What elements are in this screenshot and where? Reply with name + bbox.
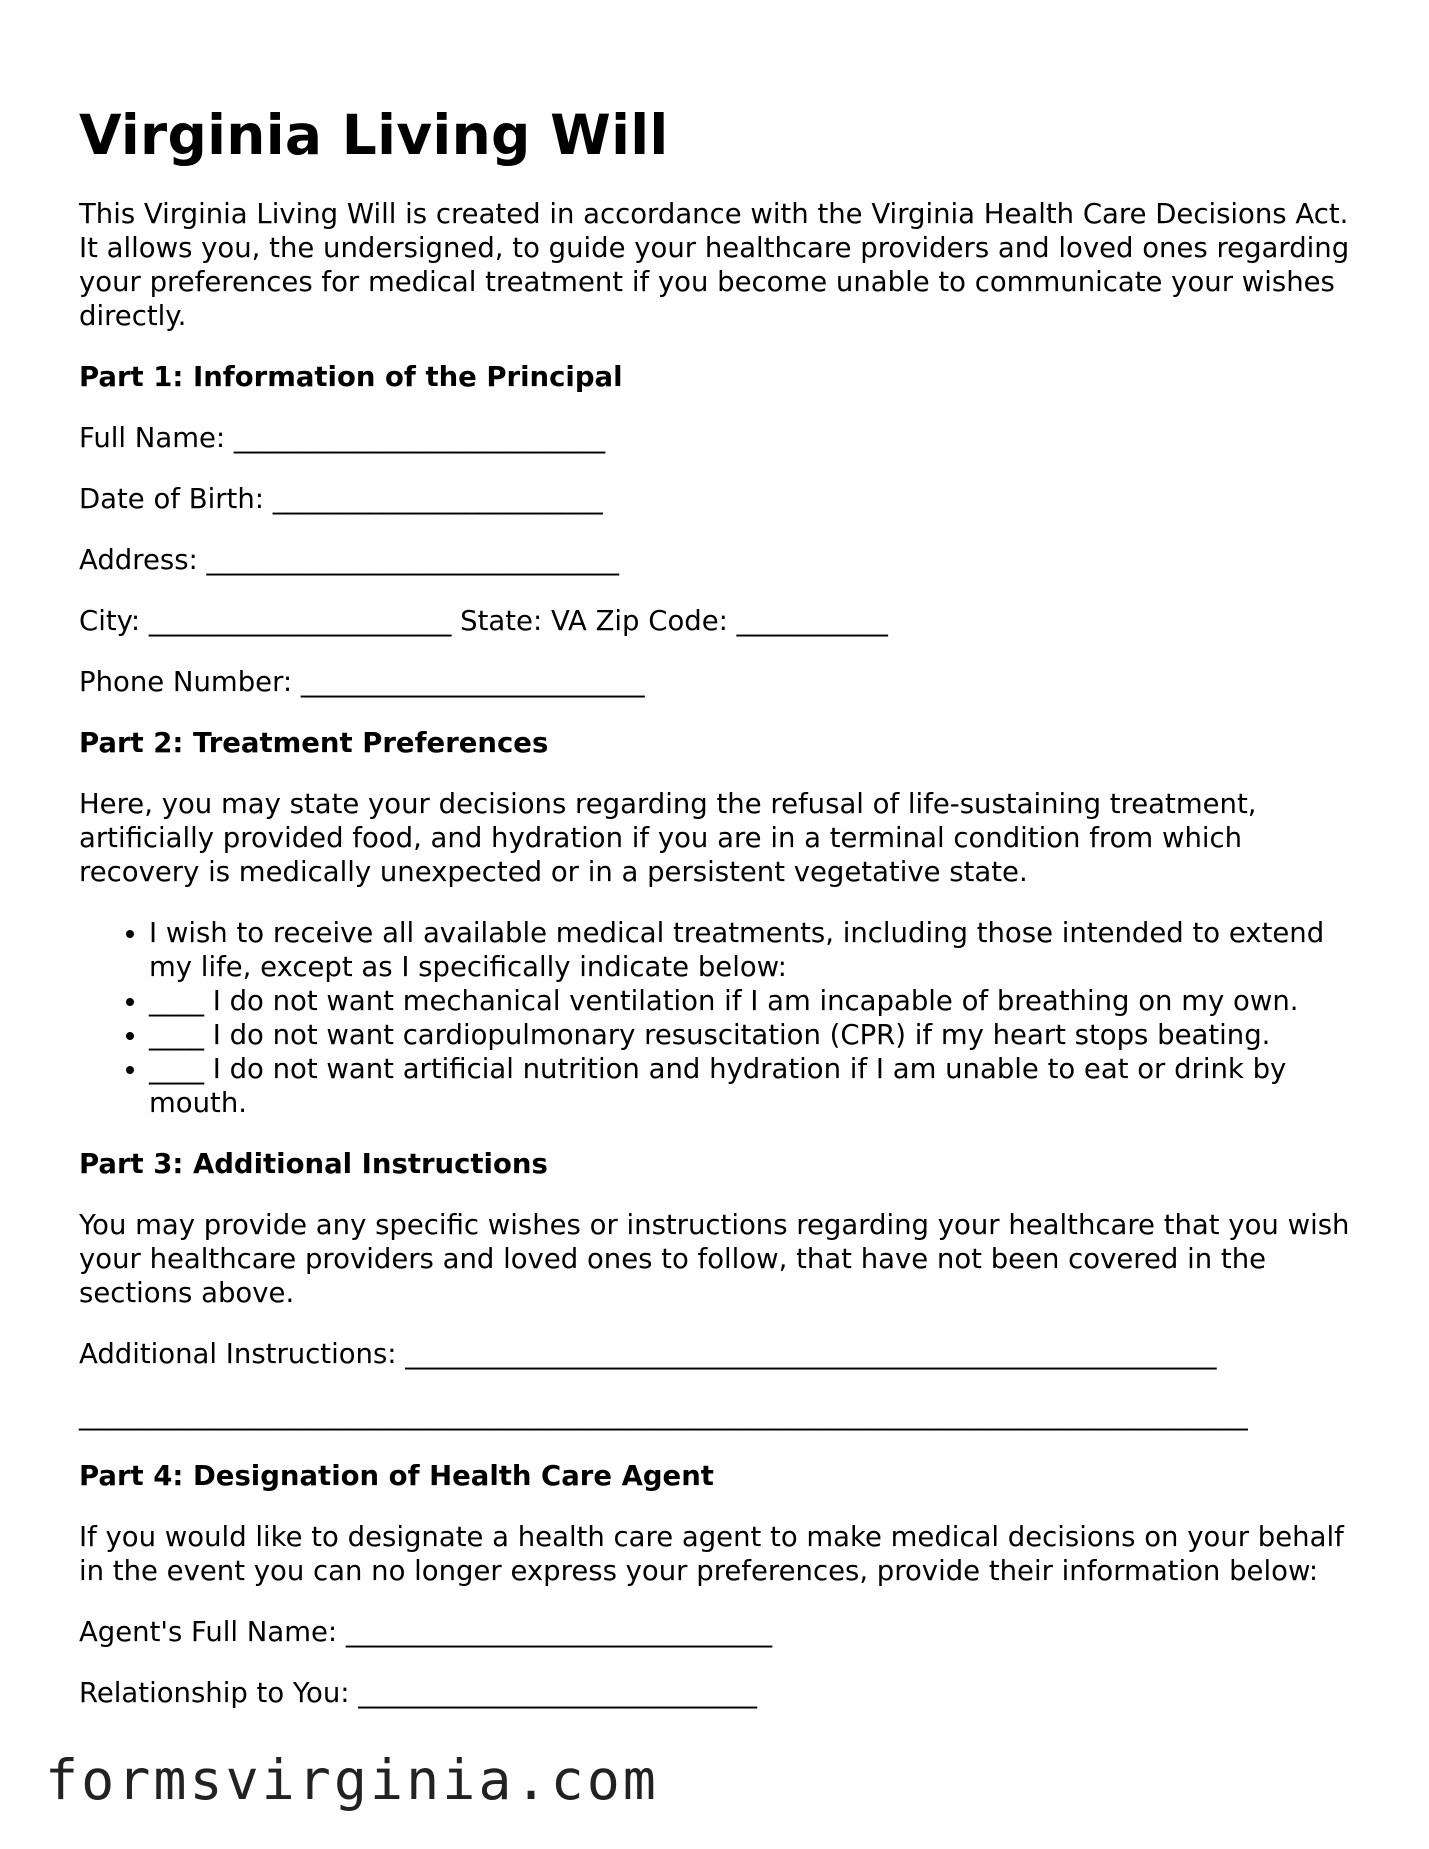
part1-heading: Part 1: Information of the Principal	[79, 361, 623, 393]
intro-paragraph: This Virginia Living Will is created in accordance with the Virginia Health Care Decisions Act. It allows you, the undersigned, to guide your healthcare providers and loved ones regarding your preferences for medical treatment if you become unable to communicate your wishes directly.	[79, 198, 1350, 332]
part2-description: Here, you may state your decisions regarding the refusal of life-sustaining treatment, artificially provided food, and hydration if you are in a terminal condition from which recovery is medically unexpected or in a persistent vegetative state.	[79, 788, 1257, 888]
state-label: State: VA	[460, 605, 587, 637]
date-of-birth-field[interactable]: Date of Birth: ________________________	[79, 483, 603, 515]
watermark: formsvirginia.com	[45, 1748, 659, 1812]
part2-heading: Part 2: Treatment Preferences	[79, 727, 549, 759]
additional-instructions-line-2[interactable]: _____________________________________________________________________________________	[79, 1399, 1248, 1431]
treatment-option-ventilation[interactable]: • ____ I do not want mechanical ventilation if I am incapable of breathing on my own.	[149, 984, 1354, 1018]
relationship-field[interactable]: Relationship to You: _____________________________	[79, 1677, 758, 1709]
part4-description: If you would like to designate a health care agent to make medical decisions on your behalf in the event you can no longer express your preferences, provide their information below:	[79, 1521, 1344, 1587]
additional-instructions-field[interactable]: Additional Instructions: ___________________________________________________________	[79, 1338, 1217, 1370]
phone-number-field[interactable]: Phone Number: _________________________	[79, 666, 645, 698]
full-name-field[interactable]: Full Name: ___________________________	[79, 422, 606, 454]
document-page	[79, 96, 1354, 1737]
treatment-option-all: • I wish to receive all available medical treatments, including those intended to extend my life, except as I specifically indicate below:	[149, 916, 1354, 984]
zip-code-field[interactable]: Zip Code: ___________	[595, 605, 888, 637]
treatment-option-cpr[interactable]: • ____ I do not want cardiopulmonary resuscitation (CPR) if my heart stops beating.	[149, 1018, 1354, 1052]
agent-full-name-field[interactable]: Agent's Full Name: _______________________________	[79, 1616, 773, 1648]
part4-heading: Part 4: Designation of Health Care Agent	[79, 1460, 714, 1492]
treatment-options-list	[79, 916, 1354, 1120]
part3-description: You may provide any specific wishes or instructions regarding your healthcare that you wish your healthcare providers and loved ones to follow, that have not been covered in the sections above.	[79, 1209, 1350, 1309]
document-title: Virginia Living Will	[79, 103, 669, 167]
part3-heading: Part 3: Additional Instructions	[79, 1148, 548, 1180]
address-field[interactable]: Address: ______________________________	[79, 544, 620, 576]
city-field[interactable]: City: ______________________	[79, 605, 452, 637]
treatment-option-nutrition[interactable]: • ____ I do not want artificial nutrition and hydration if I am unable to eat or drink by mouth.	[149, 1052, 1354, 1120]
city-state-zip-row	[79, 604, 1354, 638]
